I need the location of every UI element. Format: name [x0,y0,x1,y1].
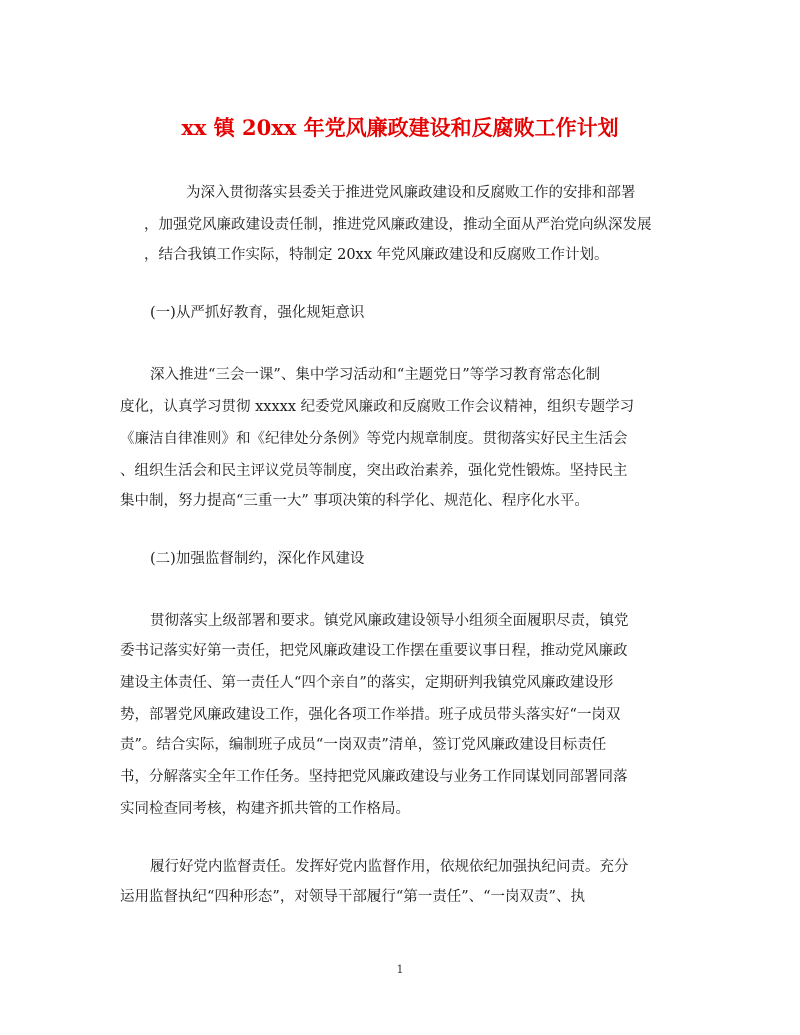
section2-line: 贯彻落实上级部署和要求。镇党风廉政建设领导小组须全面履职尽责，镇党 [150,613,629,629]
section-heading: (二)加强监督制约，深化作风建设 [150,551,365,567]
intro-line: 为深入贯彻落实县委关于推进党风廉政建设和反腐败工作的安排和部署 [186,185,636,201]
page-number: 1 [396,963,404,976]
section2-line: 建设主体责任、第一责任人“四个亲自”的落实，定期研判我镇党风廉政建设形 [120,675,614,691]
document-title: xx 镇 20xx 年党风廉政建设和反腐败工作计划 [181,115,619,140]
section1-line: 《廉洁自律准则》和《纪律处分条例》等党内规章制度。贯彻落实好民主生活会 [120,431,628,447]
intro-line: ，结合我镇工作实际，特制定 20xx 年党风廉政建设和反腐败工作计划。 [144,247,609,263]
section2-line: 运用监督执纪“四种形态”，对领导干部履行“第一责任”、“一岗双责”、执 [120,889,585,905]
section2-line: 实同检查同考核，构建齐抓共管的工作格局。 [120,801,410,817]
section-heading: (一)从严抓好教育，强化规矩意识 [150,305,365,321]
intro-line: ，加强党风廉政建设责任制，推进党风廉政建设，推动全面从严治党向纵深发展 [144,217,652,233]
section2-line: 责”。结合实际，编制班子成员“一岗双责”清单，签订党风廉政建设目标责任 [120,737,607,753]
section1-line: 、组织生活会和民主评议党员等制度，突出政治素养，强化党性锻炼。坚持民主 [120,463,628,479]
section2-line: 委书记落实好第一责任，把党风廉政建设工作摆在重要议事日程，推动党风廉政 [120,643,628,659]
section2-line: 履行好党内监督责任。发挥好党内监督作用，依规依纪加强执纪问责。充分 [150,859,629,875]
section1-line: 深入推进“三会一课”、集中学习活动和“主题党日”等学习教育常态化制 [150,367,601,383]
section2-line: 书，分解落实全年工作任务。坚持把党风廉政建设与业务工作同谋划同部署同落 [120,769,628,785]
section1-line: 集中制，努力提高“三重一大” 事项决策的科学化、规范化、程序化水平。 [120,493,589,509]
section2-line: 势，部署党风廉政建设工作，强化各项工作举措。班子成员带头落实好“一岗双 [120,707,621,723]
section1-line: 度化，认真学习贯彻 xxxxx 纪委党风廉政和反腐败工作会议精神，组织专题学习 [120,399,635,415]
